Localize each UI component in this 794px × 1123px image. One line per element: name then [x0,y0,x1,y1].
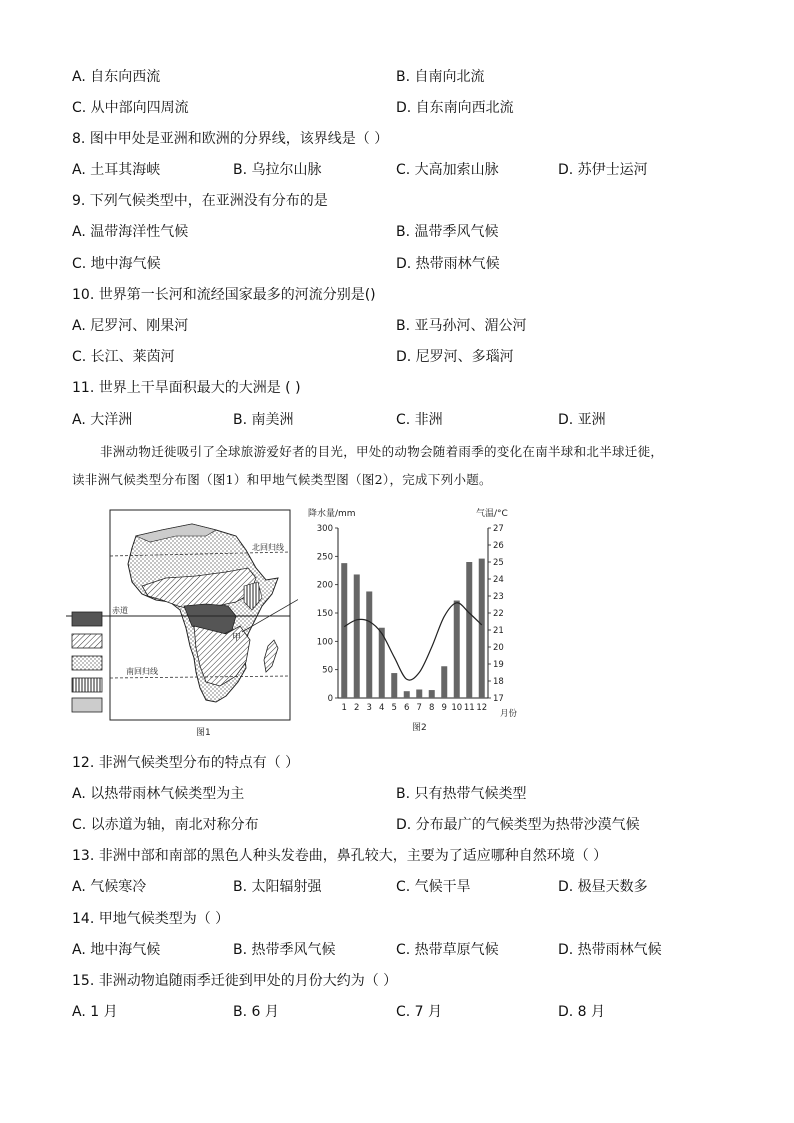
equator-label: 赤道 [112,606,128,615]
q12-option-a: A. 以热带雨林气候类型为主 [72,786,245,802]
question-13-stem: 13. 非洲中部和南部的黑色人种头发卷曲，鼻孔较大，主要为了适应哪种自然环境（ ） [72,848,608,864]
option-d: D. 自东南向西北流 [396,100,514,116]
q12-option-b: B. 只有热带气候类型 [396,786,527,802]
temp-tick-label: 24 [493,575,504,585]
legend-desert [72,656,102,670]
q14-option-b: B. 热带季风气候 [233,942,336,958]
question-10-stem: 10. 世界第一长河和流经国家最多的河流分别是() [72,287,376,303]
month-tick-label: 2 [354,703,360,713]
option-a: A. 自东向西流 [72,69,161,85]
option-b: B. 自南向北流 [396,69,485,85]
q10-option-c: C. 长江、莱茵河 [72,349,175,365]
temp-tick-label: 23 [493,592,504,602]
precip-tick-label: 300 [316,524,333,534]
month-tick-label: 1 [341,703,347,713]
q9-option-a: A. 温带海洋性气候 [72,224,189,240]
question-12-stem: 12. 非洲气候类型分布的特点有（ ） [72,755,300,771]
legend-savanna [72,634,102,648]
legend-highland [72,678,102,692]
x-axis-title: 月份 [500,709,518,719]
temp-tick-label: 18 [493,677,504,687]
tropic-north-label: 北回归线 [252,543,284,552]
precip-bar [479,559,485,698]
option-c: C. 从中部向四周流 [72,100,189,116]
passage-line-1: 非洲动物迁徙吸引了全球旅游爱好者的目光，甲处的动物会随着雨季的变化在南半球和北半球迁徙， [100,444,664,459]
point-jia-label: 甲 [232,633,242,643]
month-tick-label: 10 [451,703,463,713]
q10-option-d: D. 尼罗河、多瑙河 [396,349,514,365]
month-tick-label: 7 [416,703,422,713]
question-9-stem: 9. 下列气候类型中，在亚洲没有分布的是 [72,193,328,209]
precip-bar [366,591,372,698]
precip-bar [354,574,360,698]
month-tick-label: 5 [391,703,397,713]
month-tick-label: 3 [366,703,372,713]
precip-tick-label: 50 [322,665,333,676]
q10-option-a: A. 尼罗河、刚果河 [72,318,189,334]
q13-option-c: C. 气候干旱 [396,879,471,895]
temperature-line [344,603,482,680]
precip-bar [404,691,410,698]
q13-option-b: B. 太阳辐射强 [233,879,322,895]
q11-option-a: A. 大洋洲 [72,412,133,428]
month-tick-label: 6 [404,703,410,713]
q14-option-c: C. 热带草原气候 [396,942,499,958]
precip-tick-label: 250 [316,552,333,563]
q9-option-c: C. 地中海气候 [72,256,161,272]
month-tick-label: 9 [441,703,447,713]
q14-option-d: D. 热带雨林气候 [558,942,662,958]
precip-bar [441,666,447,698]
temp-tick-label: 17 [493,694,504,704]
q9-option-b: B. 温带季风气候 [396,224,499,240]
q15-option-a: A. 1 月 [72,1004,118,1020]
precip-axis-title: 降水量/mm [308,509,356,519]
month-tick-label: 8 [429,703,435,713]
temp-tick-label: 21 [493,626,504,636]
precip-tick-label: 100 [316,637,333,648]
figure-2-caption: 图2 [412,723,427,733]
precip-tick-label: 0 [327,694,333,704]
legend-rainforest [72,612,102,626]
q13-option-d: D. 极昼天数多 [558,879,648,895]
q8-option-c: C. 大高加索山脉 [396,162,499,178]
legend-mediterranean [72,698,102,712]
question-8-stem: 8. 图中甲处是亚洲和欧洲的分界线，该界线是（ ） [72,131,389,147]
q15-option-d: D. 8 月 [558,1004,606,1020]
climate-chart [304,504,524,736]
precip-bar [429,690,435,698]
temp-tick-label: 20 [493,643,504,653]
q15-option-b: B. 6 月 [233,1004,279,1020]
question-14-stem: 14. 甲地气候类型为（ ） [72,911,230,927]
tropic-south-label: 南回归线 [126,667,158,676]
africa-climate-map [66,506,298,742]
q14-option-a: A. 地中海气候 [72,942,161,958]
temp-tick-label: 22 [493,609,504,619]
q9-option-d: D. 热带雨林气候 [396,256,500,272]
question-15-stem: 15. 非洲动物追随雨季迁徙到甲处的月份大约为（ ） [72,973,398,989]
precip-tick-label: 150 [316,609,333,619]
q10-option-b: B. 亚马孙河、湄公河 [396,318,527,334]
passage-line-2: 读非洲气候类型分布图（图1）和甲地气候类型图（图2），完成下列小题。 [72,472,492,487]
temp-axis-title: 气温/°C [476,509,508,519]
temp-tick-label: 25 [493,558,504,568]
month-tick-label: 4 [379,703,385,713]
q11-option-b: B. 南美洲 [233,412,294,428]
q15-option-c: C. 7 月 [396,1004,443,1020]
precip-bar [416,690,422,699]
q11-option-c: C. 非洲 [396,412,443,428]
month-tick-label: 11 [463,703,475,713]
q11-option-d: D. 亚洲 [558,412,606,428]
q12-option-c: C. 以赤道为轴，南北对称分布 [72,817,259,833]
q8-option-d: D. 苏伊士运河 [558,162,648,178]
q12-option-d: D. 分布最广的气候类型为热带沙漠气候 [396,817,640,833]
precip-tick-label: 200 [316,580,333,591]
temp-tick-label: 19 [493,660,504,670]
question-11-stem: 11. 世界上干旱面积最大的大洲是 ( ) [72,380,301,396]
q13-option-a: A. 气候寒冷 [72,879,147,895]
figure-1-caption: 图1 [196,728,211,738]
precip-bar [379,628,385,698]
reading-passage [72,443,722,489]
q8-option-b: B. 乌拉尔山脉 [233,162,322,178]
precip-bar [454,601,460,698]
precip-bar [341,563,347,698]
temp-tick-label: 27 [493,524,504,534]
temp-tick-label: 26 [493,541,504,551]
precip-bar [391,673,397,698]
precip-bar [466,562,472,698]
q8-option-a: A. 土耳其海峡 [72,162,161,178]
month-tick-label: 12 [476,703,488,713]
